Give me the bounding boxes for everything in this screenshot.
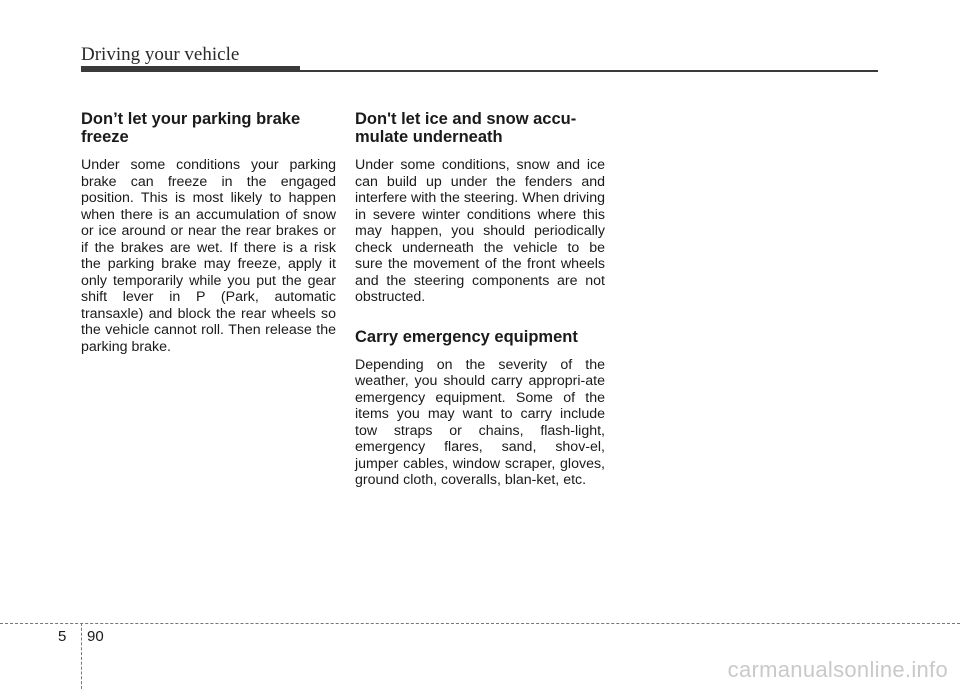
section-heading-parking-brake: [81, 110, 336, 146]
right-column: [355, 110, 605, 489]
page-header-title: Driving your vehicle: [81, 44, 240, 65]
section-spacer: [355, 306, 605, 328]
section-body-emergency-equipment: Depending on the severity of the weather, you should carry appropri-ate emergency equipment. Some of the items you may want to carry include tow straps or chains, flash-light, emergency flares, sand, shov-el, jumper cables, window scraper, gloves, ground cloth, coveralls, blan-ket, etc.: [355, 356, 605, 488]
footer-vertical-divider: [81, 623, 82, 689]
section-body-ice-snow: Under some conditions, snow and ice can build up under the fenders and interfere with the steering. When driving in severe winter conditions where this may happen, you should periodically check underneath the vehicle to be sure the movement of the front wheels and the steering components are not obstructed.: [355, 157, 605, 305]
header-rule-thin: [300, 70, 878, 72]
left-column: [81, 110, 336, 355]
watermark-text: carmanualsonline.info: [727, 657, 948, 682]
chapter-number: 5: [58, 628, 67, 645]
footer-divider: [0, 623, 960, 624]
heading-line: mulate underneath: [355, 128, 503, 146]
page-number: 90: [87, 628, 104, 645]
header-rule-thick: [81, 66, 300, 72]
heading-line: Don't let ice and snow accu-: [355, 110, 577, 128]
section-body-parking-brake: Under some conditions your parking brake can freeze in the engaged position. This is most likely to happen when there is an accumulation of snow or ice around or near the rear brakes or if the brakes are wet. If there is a risk the parking brake may freeze, apply it only temporarily while you put the gear shift lever in P (Park, automatic transaxle) and block the rear wheels so the vehicle cannot roll. Then release the parking brake.: [81, 157, 336, 355]
heading-line: freeze: [81, 128, 129, 146]
heading-line: Don’t let your parking brake: [81, 110, 301, 128]
section-heading-emergency-equipment: Carry emergency equipment: [355, 327, 578, 346]
section-heading-ice-snow: [355, 110, 605, 146]
